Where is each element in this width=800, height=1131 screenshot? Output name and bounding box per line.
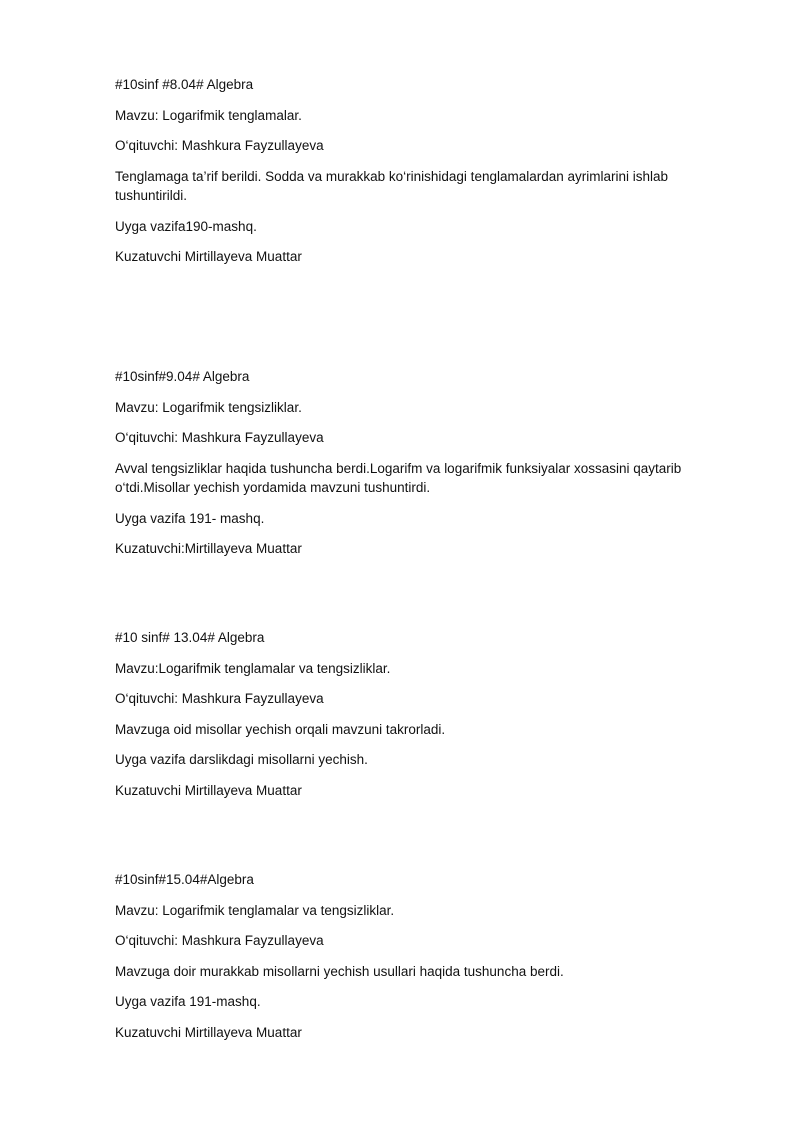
lesson-description: Mavzuga doir murakkab misollarni yechish usullari haqida tushuncha berdi. [115,963,564,979]
lesson-observer: Kuzatuvchi Mirtillayeva Muattar [115,1024,302,1040]
lesson-heading: #10 sinf# 13.04# Algebra [115,630,265,645]
lesson-homework: Uyga vazifa 191-mashq. [115,994,261,1009]
lesson-heading: #10sinf#9.04# Algebra [115,369,250,384]
lesson-entry [115,367,695,570]
lesson-heading: #10sinf #8.04# Algebra [115,77,254,92]
lesson-entry [115,628,695,811]
lesson-description: Tenglamaga ta’rif berildi. Sodda va murakkab ko‘rinishidagi tenglamalardan ayrimlarini ishlab tushuntirildi. [115,168,669,203]
lesson-topic: Mavzu:Logarifmik tenglamalar va tengsizliklar. [115,660,391,676]
lesson-observer: Kuzatuvchi Mirtillayeva Muattar [115,249,302,264]
lesson-homework: Uyga vazifa 191- mashq. [115,510,265,526]
lesson-entry [115,75,695,278]
lesson-topic: Mavzu: Logarifmik tenglamalar va tengsizliklar. [115,902,395,918]
lesson-teacher: O‘qituvchi: Mashkura Fayzullayeva [115,138,324,153]
lesson-entry [115,870,695,1053]
lesson-heading: #10sinf#15.04#Algebra [115,872,254,887]
lesson-observer: Kuzatuvchi:Mirtillayeva Muattar [115,541,302,556]
lesson-topic: Mavzu: Logarifmik tengsizliklar. [115,399,302,415]
lesson-topic: Mavzu: Logarifmik tenglamalar. [115,107,302,123]
lesson-description: Mavzuga oid misollar yechish orqali mavzuni takrorladi. [115,721,446,737]
lesson-teacher: O‘qituvchi: Mashkura Fayzullayeva [115,933,324,948]
lesson-teacher: O‘qituvchi: Mashkura Fayzullayeva [115,691,324,706]
lesson-teacher: O‘qituvchi: Mashkura Fayzullayeva [115,430,324,445]
lesson-observer: Kuzatuvchi Mirtillayeva Muattar [115,782,302,798]
lesson-homework: Uyga vazifa190-mashq. [115,218,257,234]
lesson-description: Avval tengsizliklar haqida tushuncha berdi.Logarifm va logarifmik funksiyalar xossasini qaytarib o‘tdi.Misollar yechish yordamida mavzuni tushuntirdi. [115,460,682,495]
lesson-homework: Uyga vazifa darslikdagi misollarni yechish. [115,752,368,767]
